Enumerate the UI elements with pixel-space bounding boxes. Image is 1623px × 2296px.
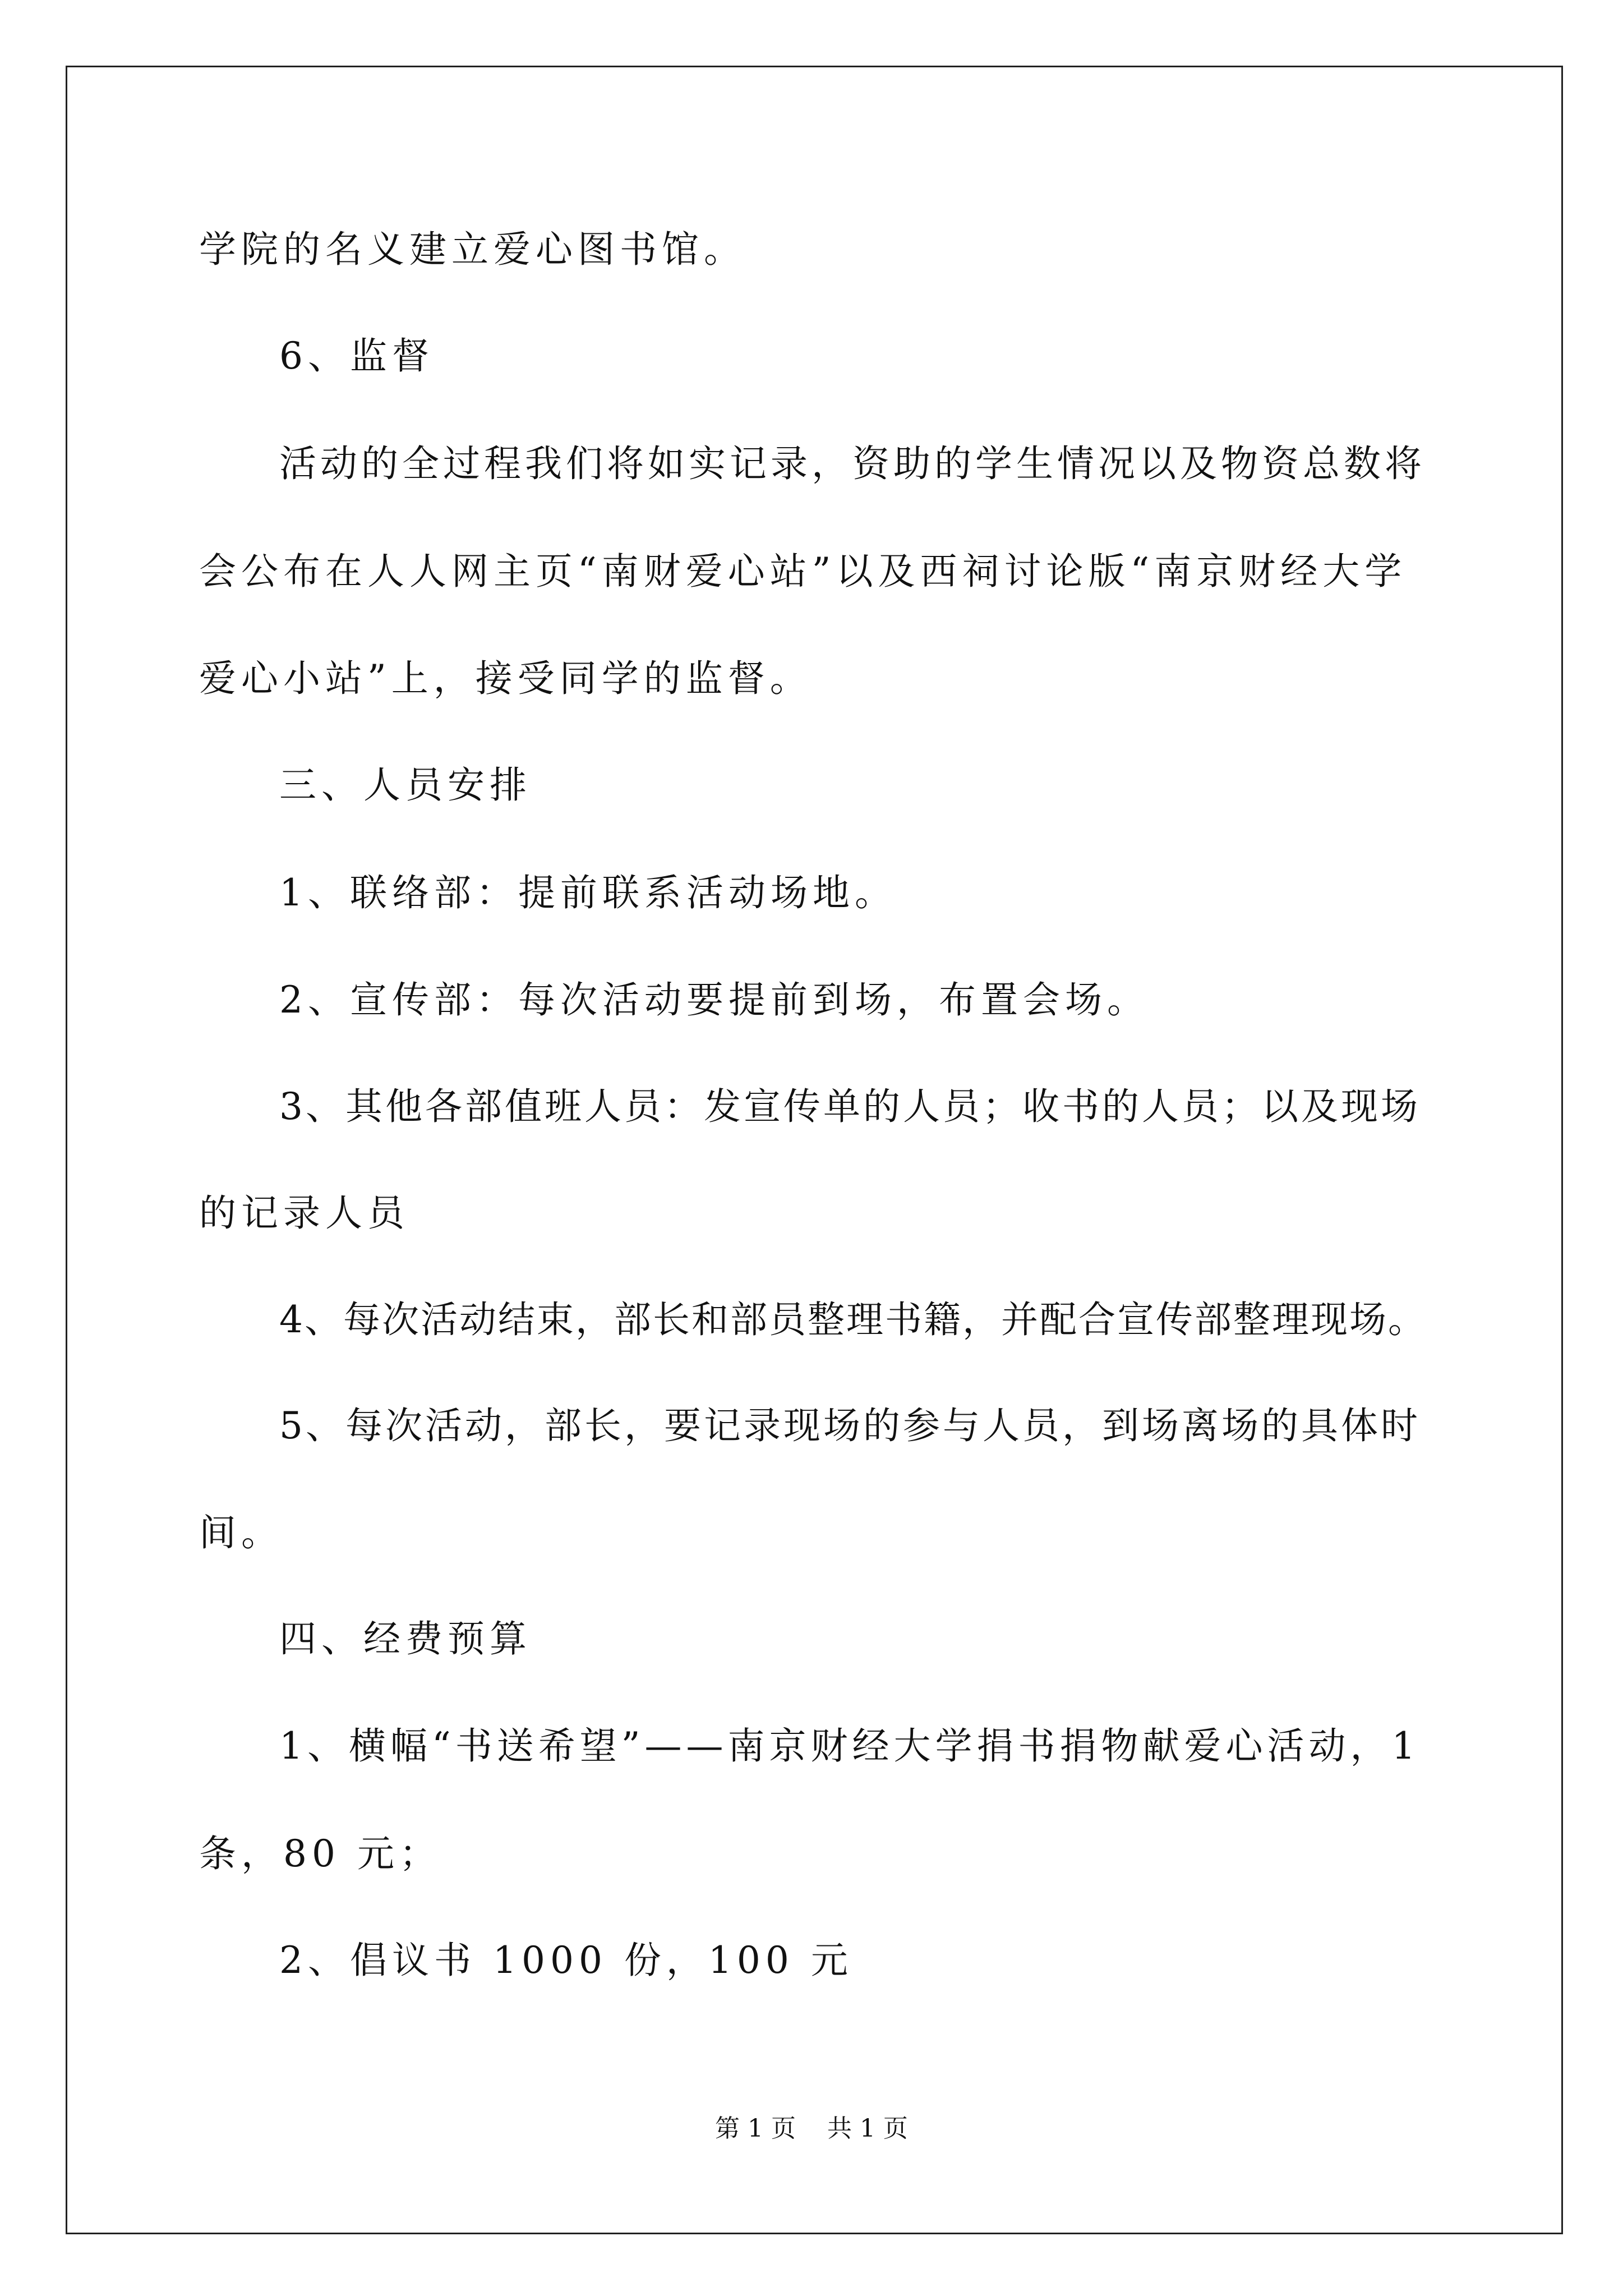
text-line: 2、宣传部：每次活动要提前到场，布置会场。 [279,978,1149,1022]
section-heading: 三、人员安排 [279,763,532,807]
page-border [66,66,1563,2234]
text-line: 爱心小站”上，接受同学的监督。 [199,657,812,700]
section-heading: 四、经费预算 [279,1617,532,1660]
text-line: 条，80 元； [199,1832,441,1875]
text-line: 1、横幅“书送希望”——南京财经大学捐书捐物献爱心活动，1 [279,1724,1420,1768]
text-line: 会公布在人人网主页“南财爱心站”以及西祠讨论版“南京财经大学 [199,550,1407,593]
text-line: 2、倡议书 1000 份，100 元 [279,1939,853,1982]
text-line: 活动的全过程我们将如实记录，资助的学生情况以及物资总数将 [279,442,1426,485]
text-line: 4、每次活动结束，部长和部员整理书籍，并配合宣传部整理现场。 [279,1298,1427,1341]
text-line: 间。 [199,1511,283,1554]
text-line: 5、每次活动，部长，要记录现场的参与人员，到场离场的具体时 [279,1404,1421,1447]
text-line: 的记录人员 [199,1191,409,1235]
page-footer: 第 1 页 共 1 页 [715,2114,908,2143]
text-line: 1、联络部：提前联系活动场地。 [279,871,897,914]
text-line: 3、其他各部值班人员：发宣传单的人员；收书的人员；以及现场 [279,1085,1421,1128]
section-heading: 6、监督 [279,334,434,378]
text-line: 学院的名义建立爱心图书馆。 [199,228,746,271]
